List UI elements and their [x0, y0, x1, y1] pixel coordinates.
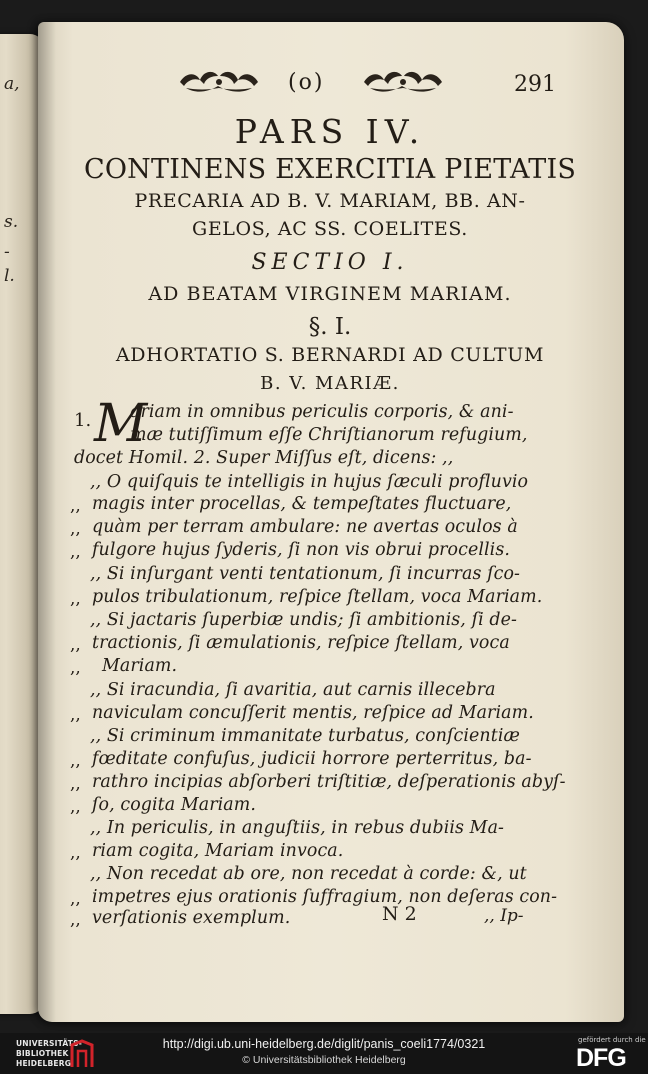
text-line: ,, Si criminum immanitate turbatus, conſcientiæ	[90, 726, 520, 746]
dfg-logo[interactable]: DFG	[576, 1044, 626, 1072]
paragraph-heading: §. I.	[308, 314, 352, 340]
catchword: ,, Ip-	[484, 906, 524, 926]
paragraph-title-line-2: B. V. MARIÆ.	[260, 373, 400, 394]
footer-bar	[0, 1033, 648, 1074]
text-line: mæ tutiſſimum eſſe Chriſtianorum refugium,	[130, 425, 528, 445]
quote-mark: ,,	[70, 889, 81, 909]
quote-mark: ,,	[70, 705, 81, 725]
section-subtitle: AD BEATAM VIRGINEM MARIAM.	[148, 283, 512, 305]
signature-mark: (o)	[288, 70, 325, 95]
text-line: pulos tribulationum, reſpice ſtellam, voca Mariam.	[92, 587, 543, 607]
text-line: magis inter procellas, & tempeſtates fluctuare,	[92, 494, 512, 514]
text-line: riam cogita, Mariam invoca.	[92, 841, 344, 861]
text-line: naviculam concuſſerit mentis, reſpice ad Mariam.	[92, 703, 534, 723]
text-line: Mariam.	[102, 656, 178, 676]
floral-ornament-icon	[360, 68, 446, 96]
quote-mark: ,,	[70, 910, 81, 930]
left-page-fragment: a,	[4, 74, 20, 94]
text-line: rathro incipias abſorberi triſtitiæ, deſperationis abyſ-	[92, 772, 566, 792]
funding-note: gefördert durch die	[578, 1036, 646, 1044]
quote-mark: ,,	[70, 496, 81, 516]
quote-mark: ,,	[70, 635, 81, 655]
text-line: impetres ejus orationis ſuffragium, non deſeras con-	[92, 887, 558, 907]
text-line: ,, O quiſquis te intelligis in hujus ſæculi profluvio	[90, 472, 529, 492]
item-number: 1.	[74, 410, 92, 431]
quote-mark: ,,	[70, 589, 81, 609]
quote-mark: ,,	[70, 843, 81, 863]
institution-name-line: UNIVERSITÄTS-	[16, 1039, 83, 1048]
text-line: ,, Si iracundia, ſi avaritia, aut carnis illecebra	[90, 680, 496, 700]
text-line: fulgore hujus ſyderis, ſi non vis obrui procellis.	[92, 540, 510, 560]
running-head	[0, 64, 648, 104]
part-subtitle-line-2: PRECARIA AD B. V. MARIAM, BB. AN-	[134, 190, 526, 212]
quote-mark: ,,	[70, 751, 81, 771]
drop-cap: M	[94, 394, 148, 454]
paragraph-title: ADHORTATIO S. BERNARDI AD CULTUM	[115, 344, 545, 366]
part-subtitle-line-3: GELOS, AC SS. COELITES.	[192, 218, 468, 240]
text-line: ,, In periculis, in anguſtiis, in rebus dubiis Ma-	[90, 818, 505, 838]
left-page-fragment: s.	[4, 212, 19, 232]
part-subtitle: CONTINENS EXERCITIA PIETATIS	[83, 154, 577, 185]
quote-mark: ,,	[70, 774, 81, 794]
text-line: verſationis exemplum.	[92, 908, 291, 928]
text-line: ,, Si jactaris ſuperbiæ undis; ſi ambitionis, ſi de-	[90, 610, 517, 630]
part-title: PARS IV.	[234, 112, 426, 151]
quote-mark: ,,	[70, 542, 81, 562]
text-line: ,, Si inſurgant venti tentationum, ſi incurras ſco-	[90, 564, 521, 584]
text-line: ſo, cogita Mariam.	[92, 795, 256, 815]
left-page-fragment: -	[4, 242, 10, 262]
institution-name-line: BIBLIOTHEK	[16, 1049, 69, 1058]
quote-mark: ,,	[70, 797, 81, 817]
quote-mark: ,,	[70, 658, 81, 678]
signature-marker: N 2	[382, 903, 417, 925]
text-line: tractionis, ſi æmulationis, reſpice ſtellam, voca	[92, 633, 510, 653]
text-line: quàm per terram ambulare: ne avertas oculos à	[92, 517, 518, 537]
institution-name-line: HEIDELBERG	[16, 1059, 72, 1068]
text-line: ,, Non recedat ab ore, non recedat à corde: &, ut	[90, 864, 527, 884]
text-line: docet Homil. 2. Super Miſſus eſt, dicens: ,,	[74, 448, 454, 468]
page-number: 291	[514, 72, 556, 97]
section-title: SECTIO I.	[251, 250, 409, 275]
page-gutter-shadow	[38, 22, 56, 1022]
left-page-fragment: l.	[4, 266, 15, 286]
quote-mark: ,,	[70, 519, 81, 539]
text-line: ariam in omnibus periculis corporis, & ani-	[130, 402, 514, 422]
copyright-notice: © Universitätsbibliothek Heidelberg	[242, 1054, 406, 1066]
permalink-url[interactable]: http://digi.ub.uni-heidelberg.de/diglit/panis_coeli1774/0321	[162, 1037, 486, 1051]
floral-ornament-icon	[176, 68, 262, 96]
text-line: fœditate confuſus, judicii horrore perterritus, ba-	[92, 749, 532, 769]
